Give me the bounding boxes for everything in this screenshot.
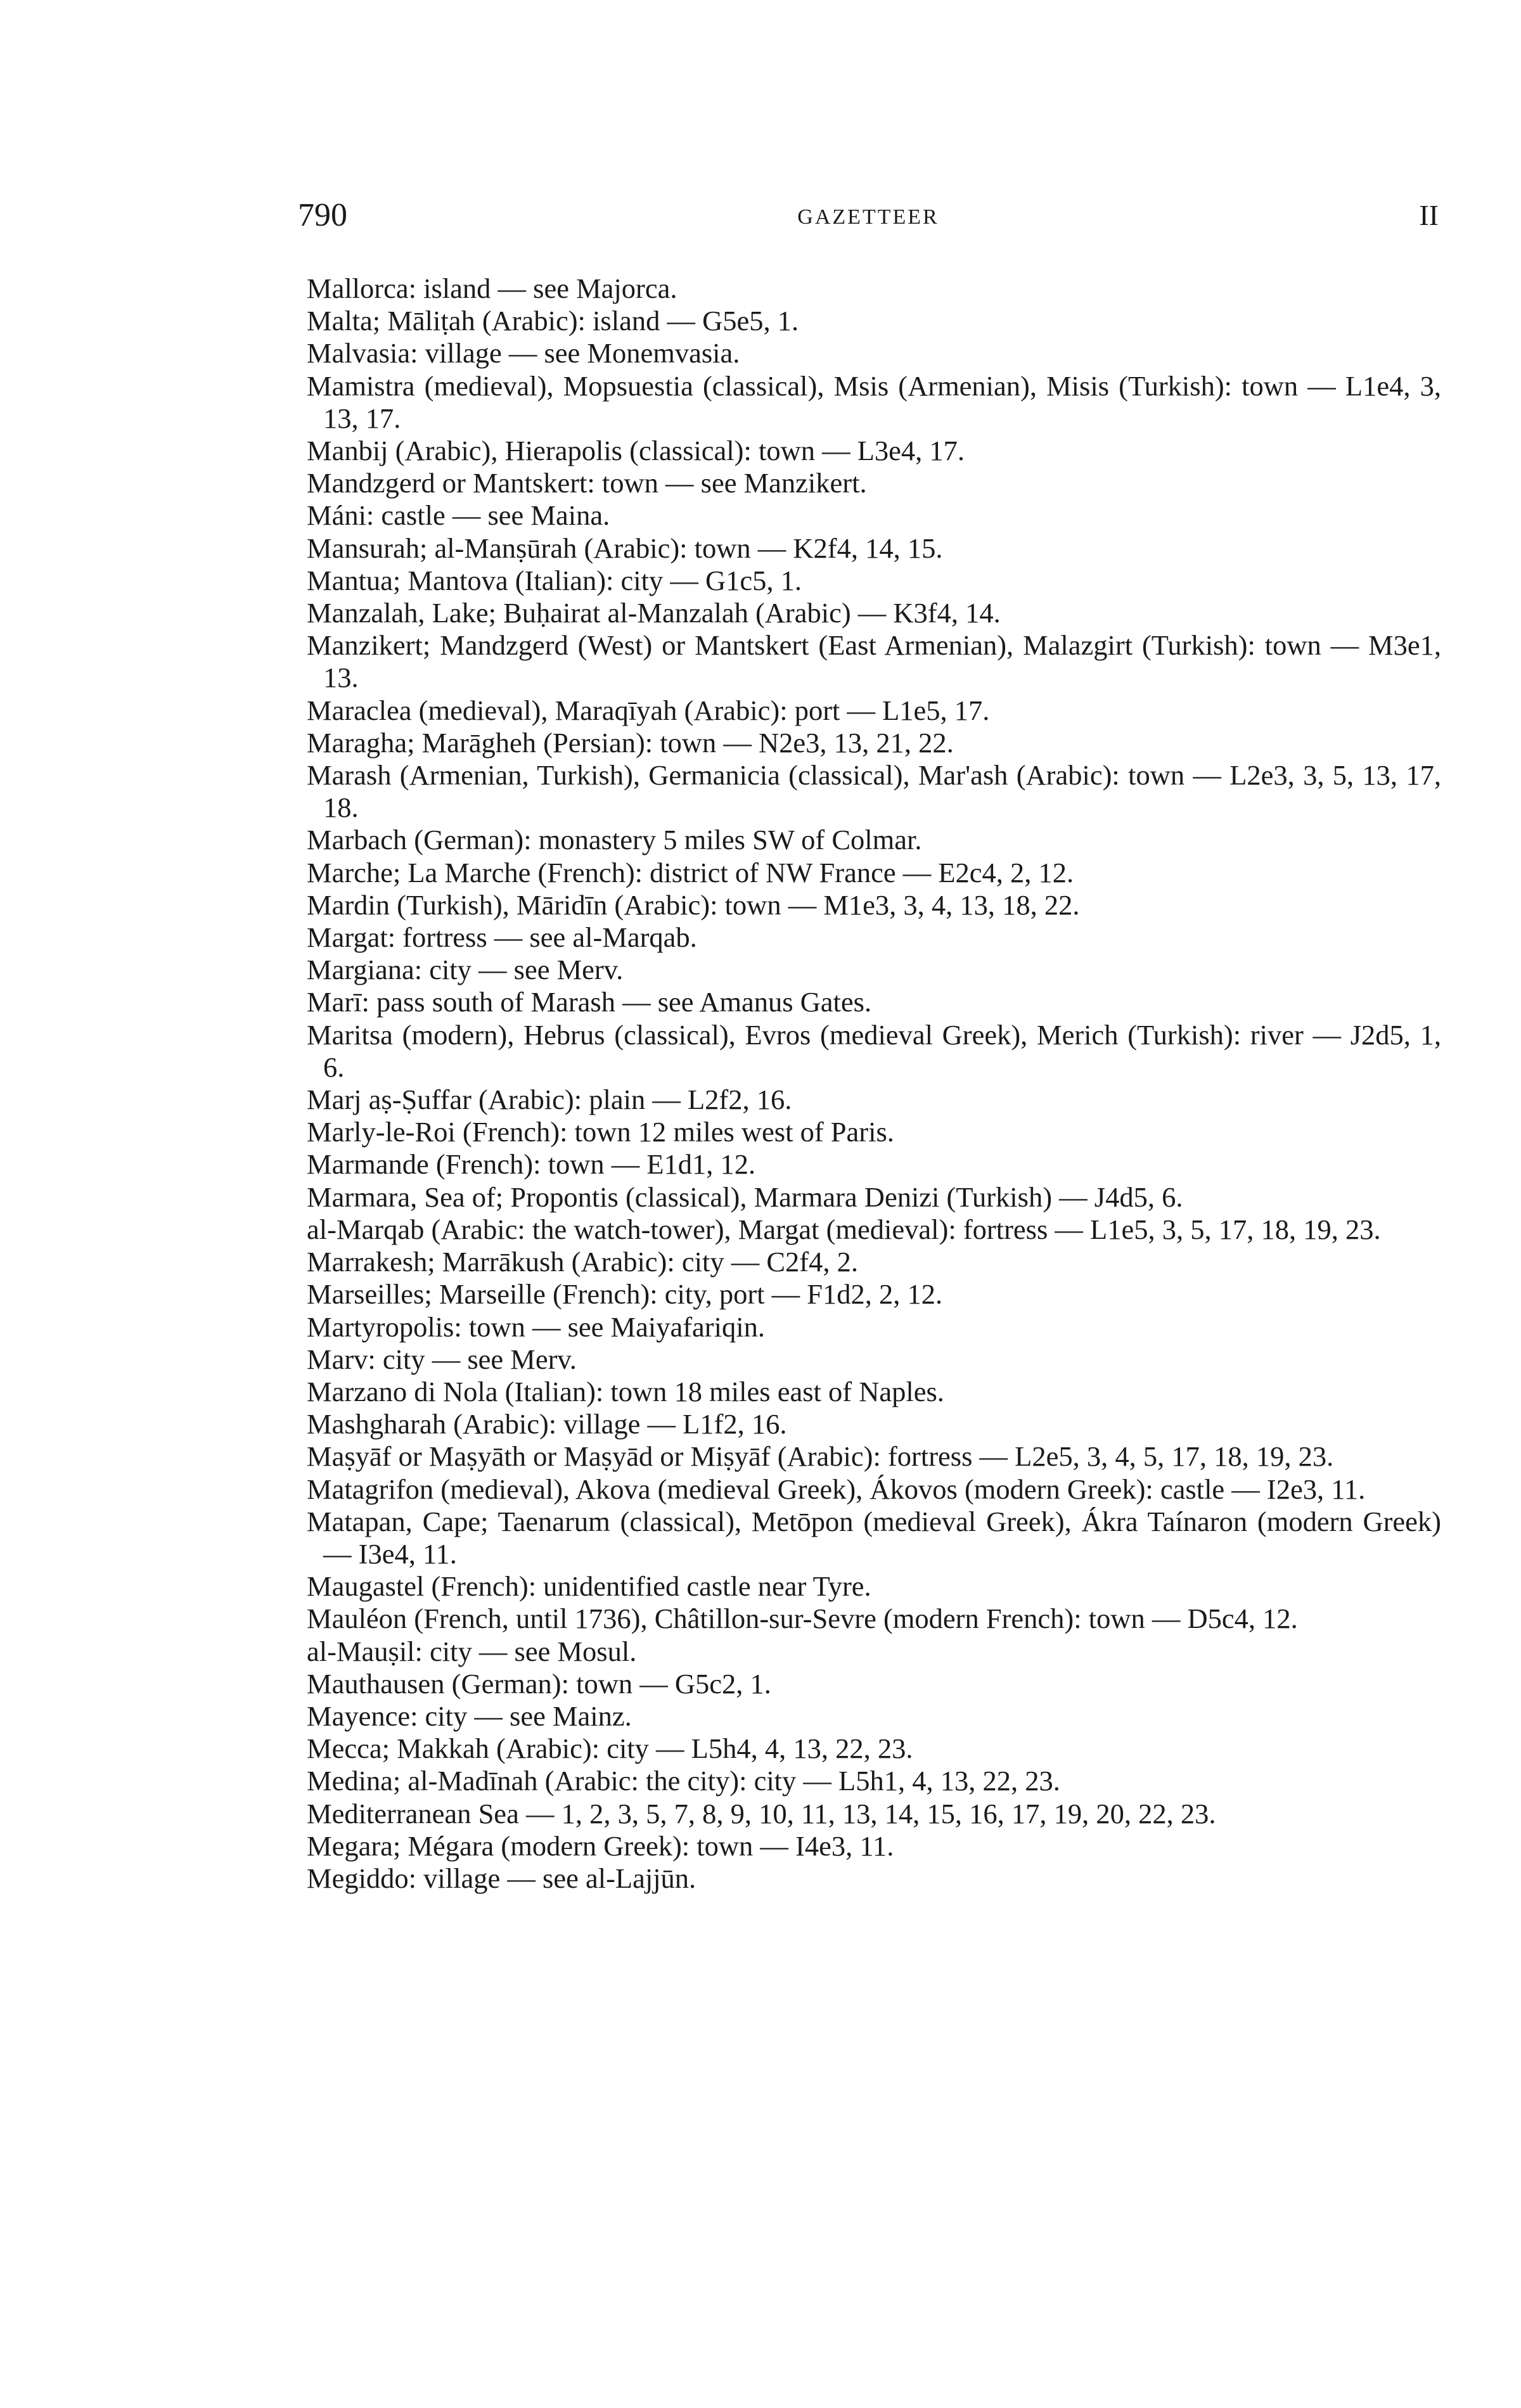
gazetteer-entry: Matagrifon (medieval), Akova (medieval Greek), Ákovos (modern Greek): castle — I2e3, 11. bbox=[307, 1473, 1366, 1505]
gazetteer-entry: Mardin (Turkish), Māridīn (Arabic): town — M1e3, 3, 4, 13, 18, 22. bbox=[307, 888, 1080, 921]
gazetteer-entry: Manbij (Arabic), Hierapolis (classical): town — L3e4, 17. bbox=[307, 435, 965, 467]
gazetteer-entry: Marj aṣ-Ṣuffar (Arabic): plain — L2f2, 16. bbox=[307, 1084, 792, 1116]
gazetteer-entry: Mauléon (French, until 1736), Châtillon-sur-Sevre (modern French): town — D5c4, 12. bbox=[307, 1603, 1298, 1635]
gazetteer-entry: Malvasia: village — see Monemvasia. bbox=[307, 337, 740, 369]
gazetteer-entry: Margiana: city — see Merv. bbox=[307, 954, 624, 986]
gazetteer-entry: Medina; al-Madīnah (Arabic: the city): city — L5h1, 4, 13, 22, 23. bbox=[307, 1765, 1060, 1797]
gazetteer-entry: Martyropolis: town — see Maiyafariqin. bbox=[307, 1310, 765, 1343]
gazetteer-entry: Marche; La Marche (French): district of NW France — E2c4, 2, 12. bbox=[307, 856, 1074, 888]
gazetteer-entry: Megara; Mégara (modern Greek): town — I4e3, 11. bbox=[307, 1829, 894, 1862]
gazetteer-entry: Máni: castle — see Maina. bbox=[307, 499, 610, 532]
gazetteer-entry: Maragha; Marāgheh (Persian): town — N2e3, 13, 21, 22. bbox=[307, 726, 954, 759]
gazetteer-entry: Margat: fortress — see al-Marqab. bbox=[307, 921, 697, 954]
gazetteer-entry: Marī: pass south of Marash — see Amanus Gates. bbox=[307, 986, 872, 1018]
gazetteer-entry: Mallorca: island — see Majorca. bbox=[307, 272, 677, 304]
gazetteer-entry: Mecca; Makkah (Arabic): city — L5h4, 4, 13, 22, 23. bbox=[307, 1732, 913, 1765]
gazetteer-entry: Mediterranean Sea — 1, 2, 3, 5, 7, 8, 9, 10, 11, 13, 14, 15, 16, 17, 19, 20, 22, 23. bbox=[307, 1797, 1216, 1829]
gazetteer-entry: Maugastel (French): unidentified castle near Tyre. bbox=[307, 1570, 871, 1603]
gazetteer-entry: Mauthausen (German): town — G5c2, 1. bbox=[307, 1667, 771, 1700]
gazetteer-entry: Mandzgerd or Mantskert: town — see Manzikert. bbox=[307, 467, 867, 499]
gazetteer-entry: al-Mauṣil: city — see Mosul. bbox=[307, 1635, 637, 1667]
gazetteer-entry: Marmara, Sea of; Propontis (classical), Marmara Denizi (Turkish) — J4d5, 6. bbox=[307, 1181, 1183, 1213]
gazetteer-entry: Mayence: city — see Mainz. bbox=[307, 1700, 632, 1732]
gazetteer-entry: Mashgharah (Arabic): village — L1f2, 16. bbox=[307, 1408, 787, 1440]
gazetteer-entry: Marseilles; Marseille (French): city, port — F1d2, 2, 12. bbox=[307, 1278, 943, 1310]
page-header bbox=[298, 196, 1439, 234]
gazetteer-entry: Mantua; Mantova (Italian): city — G1c5, 1. bbox=[307, 564, 802, 596]
page-number: 790 bbox=[298, 197, 347, 233]
gazetteer-entry: Mamistra (medieval), Mopsuestia (classical), Msis (Armenian), Misis (Turkish): town — L1e4, 3, 13, 17. bbox=[307, 369, 1441, 434]
volume-number: II bbox=[1419, 199, 1439, 231]
gazetteer-entry: Maritsa (modern), Hebrus (classical), Evros (medieval Greek), Merich (Turkish): river — J2d5, 1, 6. bbox=[307, 1018, 1441, 1083]
gazetteer-entry: al-Marqab (Arabic: the watch-tower), Margat (medieval): fortress — L1e5, 3, 5, 17, 18, 19, 23. bbox=[307, 1213, 1381, 1245]
gazetteer-entry: Manzikert; Mandzgerd (West) or Mantskert (East Armenian), Malazgirt (Turkish): town — M3e1, 13. bbox=[307, 629, 1441, 694]
gazetteer-entry: Marrakesh; Marrākush (Arabic): city — C2f4, 2. bbox=[307, 1246, 858, 1278]
gazetteer-entry: Matapan, Cape; Taenarum (classical), Metōpon (medieval Greek), Ákra Taínaron (modern Greek) — I3e4, 11. bbox=[307, 1505, 1441, 1570]
gazetteer-entry: Maṣyāf or Maṣyāth or Maṣyād or Miṣyāf (Arabic): fortress — L2e5, 3, 4, 5, 17, 18, 19, 23. bbox=[307, 1440, 1334, 1473]
gazetteer-entry: Marv: city — see Merv. bbox=[307, 1343, 577, 1375]
gazetteer-entry: Marash (Armenian, Turkish), Germanicia (classical), Mar'ash (Arabic): town — L2e3, 3, 5, 13, 17, 18. bbox=[307, 759, 1441, 824]
gazetteer-entry: Marzano di Nola (Italian): town 18 miles east of Naples. bbox=[307, 1375, 944, 1407]
gazetteer-entry: Marbach (German): monastery 5 miles SW of Colmar. bbox=[307, 824, 922, 856]
gazetteer-entries bbox=[307, 272, 1441, 1895]
gazetteer-entry: Manzalah, Lake; Buḥairat al-Manzalah (Arabic) — K3f4, 14. bbox=[307, 597, 1001, 629]
gazetteer-entry: Mansurah; al-Manṣūrah (Arabic): town — K2f4, 14, 15. bbox=[307, 532, 943, 564]
gazetteer-entry: Marly-le-Roi (French): town 12 miles west of Paris. bbox=[307, 1116, 894, 1148]
gazetteer-entry: Maraclea (medieval), Maraqīyah (Arabic): port — L1e5, 17. bbox=[307, 694, 990, 726]
gazetteer-entry: Megiddo: village — see al-Lajjūn. bbox=[307, 1862, 696, 1894]
gazetteer-entry: Marmande (French): town — E1d1, 12. bbox=[307, 1148, 756, 1181]
gazetteer-entry: Malta; Māliṭah (Arabic): island — G5e5, 1. bbox=[307, 305, 799, 337]
running-head: GAZETTEER bbox=[797, 205, 939, 229]
